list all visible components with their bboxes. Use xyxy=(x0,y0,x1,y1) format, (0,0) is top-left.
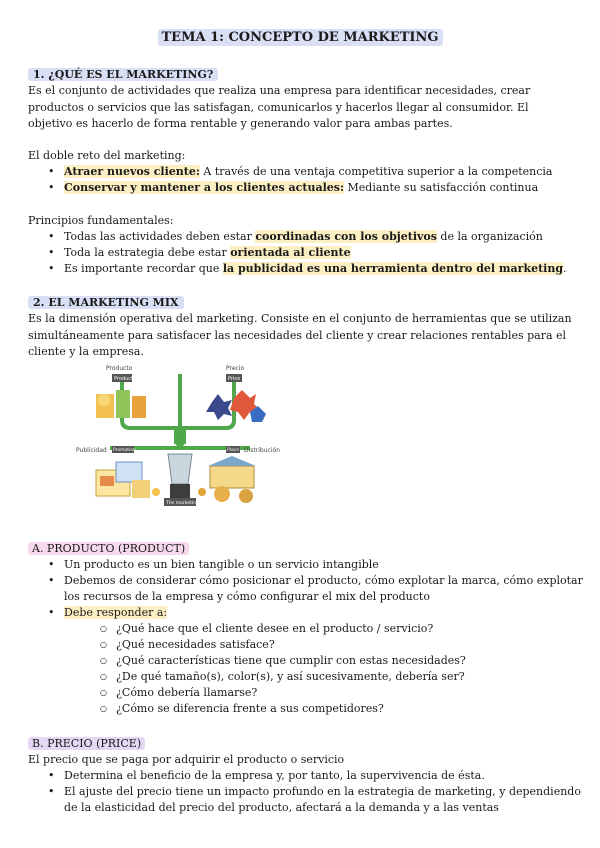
list-item: ○ ¿De qué tamaño(s), color(s), y así sucesivamente, debería ser? xyxy=(28,669,576,685)
label-precio: Precio xyxy=(226,365,245,372)
svg-text:Place: Place xyxy=(227,448,239,453)
principios-label: Principios fundamentales: xyxy=(28,214,174,227)
label-producto: Producto xyxy=(106,365,133,372)
svg-text:Product: Product xyxy=(114,376,133,382)
subsection-heading-precio: B. PRECIO (PRICE) xyxy=(28,737,145,750)
list-item: ○ ¿Qué características tiene que cumplir con estas necesidades? xyxy=(28,653,576,669)
marketing-mix-diagram xyxy=(70,362,310,532)
svg-text:Promotion: Promotion xyxy=(113,448,136,453)
list-item: ○ ¿Cómo debería llamarse? xyxy=(28,685,576,701)
list-item: • Es importante recordar que la publicidad es una herramienta dentro del marketing. xyxy=(28,261,584,277)
list-item: • Debe responder a: xyxy=(28,605,584,621)
marketing-mix-illustration xyxy=(70,362,310,532)
reto-list xyxy=(28,164,584,196)
list-item: ○ ¿Qué necesidades satisface? xyxy=(28,637,576,653)
list-item: • El ajuste del precio tiene un impacto profundo en la estrategia de marketing, y dependiendo de la elasticidad del precio del producto, afectará a la demanda y a las ventas xyxy=(28,784,584,816)
doble-reto-label: El doble reto del marketing: xyxy=(28,149,186,162)
svg-text:Price: Price xyxy=(228,376,241,382)
subsection-heading-producto: A. PRODUCTO (PRODUCT) xyxy=(28,542,189,555)
producto-questions-list xyxy=(28,621,576,717)
principios-list xyxy=(28,229,584,277)
list-item: ○ ¿Cómo se diferencia frente a sus competidores? xyxy=(28,701,576,717)
list-item: • Un producto es un bien tangible o un servicio intangible xyxy=(28,557,584,573)
svg-text:The marketing mix: The marketing mix xyxy=(166,501,209,506)
list-item: • Toda la estrategia debe estar orientada al cliente xyxy=(28,245,584,261)
list-item: • Atraer nuevos cliente: A través de una ventaja competitiva superior a la competencia xyxy=(28,164,584,180)
producto-list xyxy=(28,557,584,621)
section-heading-marketing-mix: 2. EL MARKETING MIX xyxy=(28,296,184,309)
list-item: • Determina el beneficio de la empresa y, por tanto, la supervivencia de ésta. xyxy=(28,768,584,784)
page-title: TEMA 1: CONCEPTO DE MARKETING xyxy=(0,30,600,45)
precio-intro: El precio que se paga por adquirir el producto o servicio xyxy=(28,753,345,766)
list-item: • Debemos de considerar cómo posicionar el producto, cómo explotar la marca, cómo explotar los recursos de la empresa y cómo configurar el mix del producto xyxy=(28,573,584,605)
list-item: ○ ¿Qué hace que el cliente desee en el producto / servicio? xyxy=(28,621,576,637)
list-item: • Conservar y mantener a los clientes actuales: Mediante su satisfacción continua xyxy=(28,180,584,196)
label-publicidad: Publicidad xyxy=(76,447,107,454)
precio-list xyxy=(28,768,584,816)
label-distribucion: Distribución xyxy=(244,447,280,454)
list-item: • Todas las actividades deben estar coordinadas con los objetivos de la organización xyxy=(28,229,584,245)
marketing-mix-definition: Es la dimensión operativa del marketing. Consiste en el conjunto de herramientas que se utilizan simultáneamente para satisfacer las necesidades del cliente y crear relaciones rentables para el cliente y la empresa. xyxy=(28,312,572,358)
marketing-definition: Es el conjunto de actividades que realiza una empresa para identificar necesidades, crear productos o servicios que las satisfagan, comunicarlos y hacerlos llegar al consumidor. El objetivo es hacerlo de forma rentable y generando valor para ambas partes. xyxy=(28,84,531,130)
section-heading-que-es: 1. ¿QUÉ ES EL MARKETING? xyxy=(28,68,218,81)
